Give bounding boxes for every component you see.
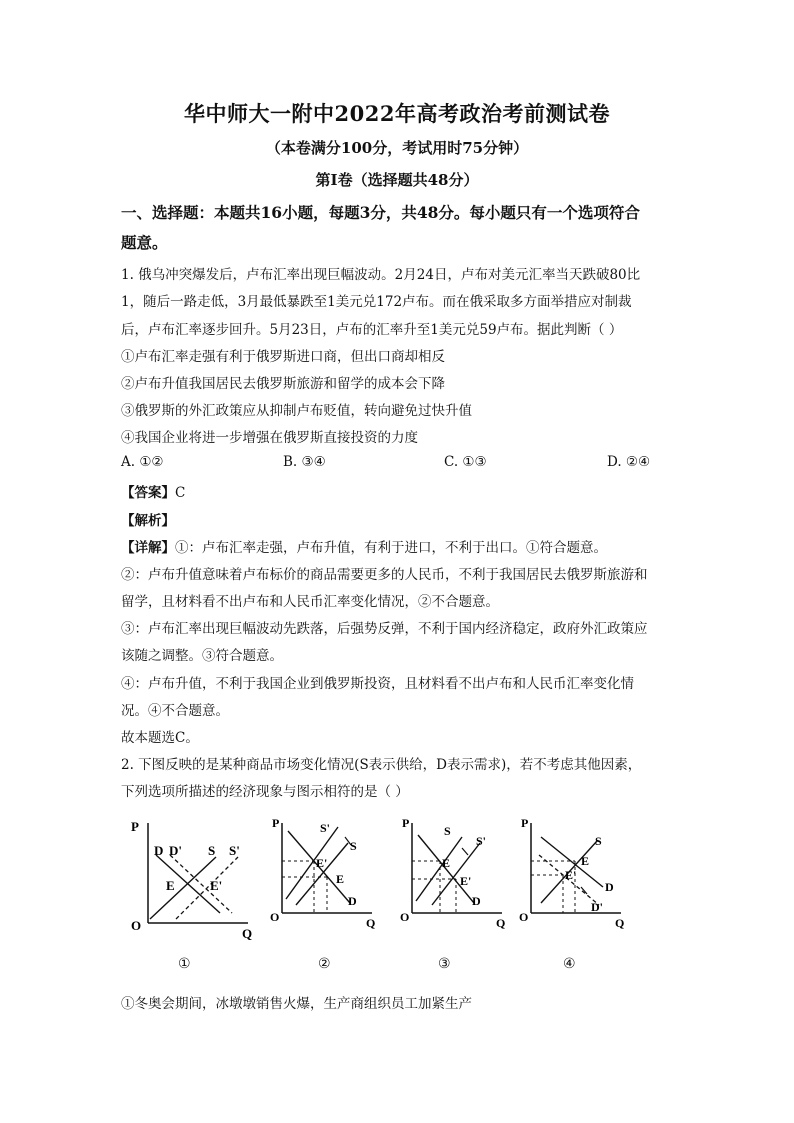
detail-line-3: 留学，且材料看不出卢布和人民币汇率变化情况，②不合题意。 — [121, 594, 499, 610]
q1-stem-line-2: 1，随后一路走低，3月最低暴跌至1美元兑172卢布。而在俄采取多方面举措应对制裁 — [121, 294, 632, 310]
g1-e2-label: E' — [210, 878, 223, 893]
g3-e-label: E — [442, 856, 451, 870]
g1-p-label: P — [131, 819, 139, 834]
answer-tag: 【答案】 — [121, 485, 175, 501]
supply-demand-graph-4 — [511, 815, 636, 940]
q1-stem-line-1: 1. 俄乌冲突爆发后，卢布汇率出现巨幅波动。2月24日，卢布对美元汇率当天跌破80比 — [121, 267, 641, 283]
g4-o-label: O — [519, 910, 529, 924]
detail-line-6: ④：卢布升值，不利于我国企业到俄罗斯投资，且材料看不出卢布和人民币汇率变化情 — [121, 676, 634, 692]
q2-stem-line-1: 2. 下图反映的是某种商品市场变化情况(S表示供给，D表示需求)，若不考虑其他因素， — [121, 757, 642, 773]
g1-s2-label: S' — [229, 843, 240, 858]
analysis-tag: 【解析】 — [121, 513, 175, 529]
g4-e-label: E — [581, 854, 590, 868]
supply-demand-graph-3 — [392, 815, 517, 940]
q2-statement-1: ①冬奥会期间，冰墩墩销售火爆，生产商组织员工加紧生产 — [121, 996, 472, 1012]
graph-caption-3: ③ — [438, 956, 451, 972]
g1-d-label: D — [154, 843, 164, 858]
q1-option-a: A. ①② — [121, 454, 164, 470]
q1-stem-line-3: 后，卢布汇率逐步回升。5月23日，卢布的汇率升至1美元兑59卢布。据此判断（ ） — [121, 322, 623, 338]
g2-e2-label: E' — [316, 856, 328, 870]
g2-d-label: D — [348, 894, 357, 908]
q1-option-d: D. ②④ — [607, 454, 651, 470]
supply-demand-graph-1 — [120, 815, 255, 940]
q1-answer-line — [121, 481, 185, 501]
q2-stem-line-2: 下列选项所描述的经济现象与图示相符的是（ ） — [121, 784, 409, 800]
section-line-2: 题意。 — [121, 233, 168, 252]
q1-option-c: C. ①③ — [444, 454, 487, 470]
g1-d2-label: D' — [169, 843, 182, 858]
g3-p-label: P — [402, 816, 410, 830]
detail-line-2: ②：卢布升值意味着卢布标价的商品需要更多的人民币，不利于我国居民去俄罗斯旅游和 — [121, 567, 648, 583]
g4-d-label: D — [605, 880, 614, 894]
supply-demand-graph-2 — [262, 815, 387, 940]
g3-s-curve — [416, 837, 462, 901]
g4-p-label: P — [521, 816, 529, 830]
g4-s-label: S — [595, 834, 602, 848]
g2-o-label: O — [270, 910, 280, 924]
page-title: 华中师大一附中2022年高考政治考前测试卷 — [184, 101, 610, 126]
q1-statement-2: ②卢布升值我国居民去俄罗斯旅游和留学的成本会下降 — [121, 376, 445, 392]
g4-d2-label: D' — [591, 900, 603, 914]
q1-statement-4: ④我国企业将进一步增强在俄罗斯直接投资的力度 — [121, 430, 418, 446]
g3-o-label: O — [400, 910, 410, 924]
g4-e2-label: E' — [565, 868, 577, 882]
detail-text-1: ①：卢布汇率走强，卢布升值，有利于进口，不利于出口。①符合题意。 — [175, 540, 607, 556]
detail-line-4: ③：卢布汇率出现巨幅波动先跌落，后强势反弹，不利于国内经济稳定，政府外汇政策应 — [121, 621, 648, 637]
g1-o-label: O — [131, 918, 142, 933]
graph-caption-1: ① — [178, 956, 191, 972]
detail-line-8: 故本题选C。 — [121, 730, 199, 746]
g3-d-label: D — [472, 894, 481, 908]
detail-line-7: 况。④不合题意。 — [121, 703, 229, 719]
g1-s-label: S — [208, 843, 216, 858]
g3-shift-arrow — [462, 848, 468, 855]
answer-value: C — [175, 485, 186, 501]
g1-d2-curve — [170, 855, 232, 913]
g4-q-label: Q — [615, 916, 625, 930]
g3-s-label: S — [444, 824, 451, 838]
detail-tag: 【详解】 — [121, 540, 175, 556]
g3-e2-label: E' — [460, 874, 472, 888]
g2-e-label: E — [336, 872, 345, 886]
g2-s-label: S — [350, 839, 357, 853]
q1-statement-3: ③俄罗斯的外汇政策应从抑制卢布贬值，转向避免过快升值 — [121, 403, 472, 419]
detail-line-5: 该随之调整。③符合题意。 — [121, 648, 283, 664]
g1-e-label: E — [166, 878, 175, 893]
g2-s2-label: S' — [320, 821, 331, 835]
graph-caption-4: ④ — [563, 956, 576, 972]
g2-q-label: Q — [366, 916, 376, 930]
detail-line-1 — [121, 536, 607, 556]
g2-p-label: P — [272, 816, 280, 830]
exam-subtitle: （本卷满分100分，考试用时75分钟） — [265, 139, 529, 157]
section-line-1: 一、选择题：本题共16小题，每题3分，共48分。每小题只有一个选项符合 — [121, 203, 640, 222]
q1-statement-1: ①卢布汇率走强有利于俄罗斯进口商，但出口商却相反 — [121, 349, 445, 365]
graph-caption-2: ② — [318, 956, 331, 972]
g1-q-label: Q — [242, 926, 253, 940]
q1-option-b: B. ③④ — [283, 454, 326, 470]
section-heading — [121, 198, 681, 258]
g3-s2-label: S' — [476, 834, 487, 848]
part-heading: 第Ⅰ卷（选择题共48分） — [315, 171, 479, 189]
g3-q-label: Q — [496, 916, 506, 930]
